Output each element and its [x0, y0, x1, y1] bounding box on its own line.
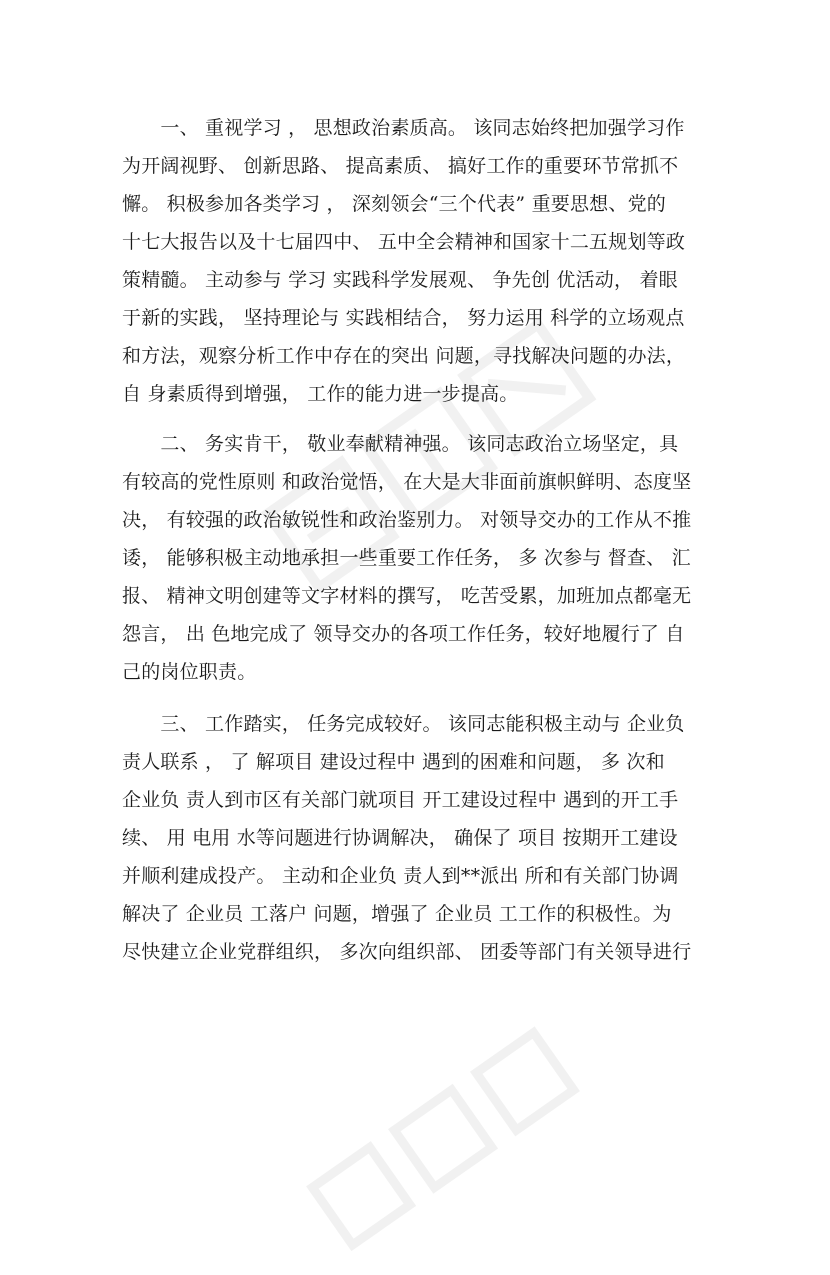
paragraph-1-line-6: 于新的实践， 坚持理论与 实践相结合， 努力运用 科学的立场观点 — [122, 307, 685, 329]
paragraph-1-line-4: 十七大报告以及十七届四中、 五中全会精神和国家十二五规划等政 — [122, 231, 686, 253]
paragraph-2-line-1: 二、 务实肯干， 敬业奉献精神强。 该同志政治立场坚定，具 — [122, 433, 679, 455]
paragraph-2-line-2: 有较高的党性原则 和政治觉悟， 在大是大非面前旗帜鲜明、态度坚 — [122, 471, 692, 493]
paragraph-3-line-6: 解决了 企业员 工落户 问题，增强了 企业员 工工作的积极性。为 — [122, 903, 672, 925]
paragraph-1-line-7: 和方法，观察分析工作中存在的突出 问题，寻找解决问题的办法， — [122, 345, 686, 367]
paragraph-3-line-1: 三、 工作踏实， 任务完成较好。 该同志能积极主动与 企业负 — [122, 713, 685, 735]
paragraph-2-line-3: 决， 有较强的政治敏锐性和政治鉴别力。 对领导交办的工作从不推 — [122, 509, 692, 531]
paragraph-3-line-7: 尽快建立企业党群组织， 多次向组织部、 团委等部门有关领导进行 — [122, 941, 692, 963]
paragraph-1-line-5: 策精髓。 主动参与 学习 实践科学发展观、 争先创 优活动， 着眼 — [122, 269, 678, 291]
paragraph-3-line-5: 并顺利建成投产。 主动和企业负 责人到**派出 所和有关部门协调 — [122, 865, 679, 887]
paragraph-3-line-4: 续、 用 电用 水等问题进行协调解决， 确保了 项目 按期开工建设 — [122, 827, 678, 849]
paragraph-2-line-6: 怨言， 出 色地完成了 领导交办的各项工作任务，较好地履行了 自 — [122, 623, 685, 645]
paragraph-2-line-5: 报、 精神文明创建等文字材料的撰写， 吃苦受累，加班加点都毫无 — [122, 585, 692, 607]
paragraph-3-line-3: 企业负 责人到市区有关部门就项目 开工建设过程中 遇到的开工手 — [122, 789, 679, 811]
paragraph-2-line-7: 己的岗位职责。 — [122, 661, 257, 683]
paragraph-2-line-4: 诿， 能够积极主动地承担一些重要工作任务， 多 次参与 督查、 汇 — [122, 547, 691, 569]
paragraph-1-line-8: 自 身素质得到增强， 工作的能力进一步提高。 — [122, 383, 519, 405]
paragraph-1-line-1: 一、 重视学习 ， 思想政治素质高。 该同志始终把加强学习作 — [122, 117, 685, 139]
paragraph-3-line-2: 责人联系 ， 了 解项目 建设过程中 遇到的困难和问题， 多 次和 — [122, 751, 665, 773]
paragraph-1-line-2: 为开阔视野、 创新思路、 提高素质、 搞好工作的重要环节常抓不 — [122, 155, 679, 177]
watermark-logo-bottom — [293, 1005, 608, 1275]
paragraph-1-line-3: 懈。 积极参加各类学习 ， 深刻领会“三个代表” 重要思想、党的 — [122, 193, 666, 215]
